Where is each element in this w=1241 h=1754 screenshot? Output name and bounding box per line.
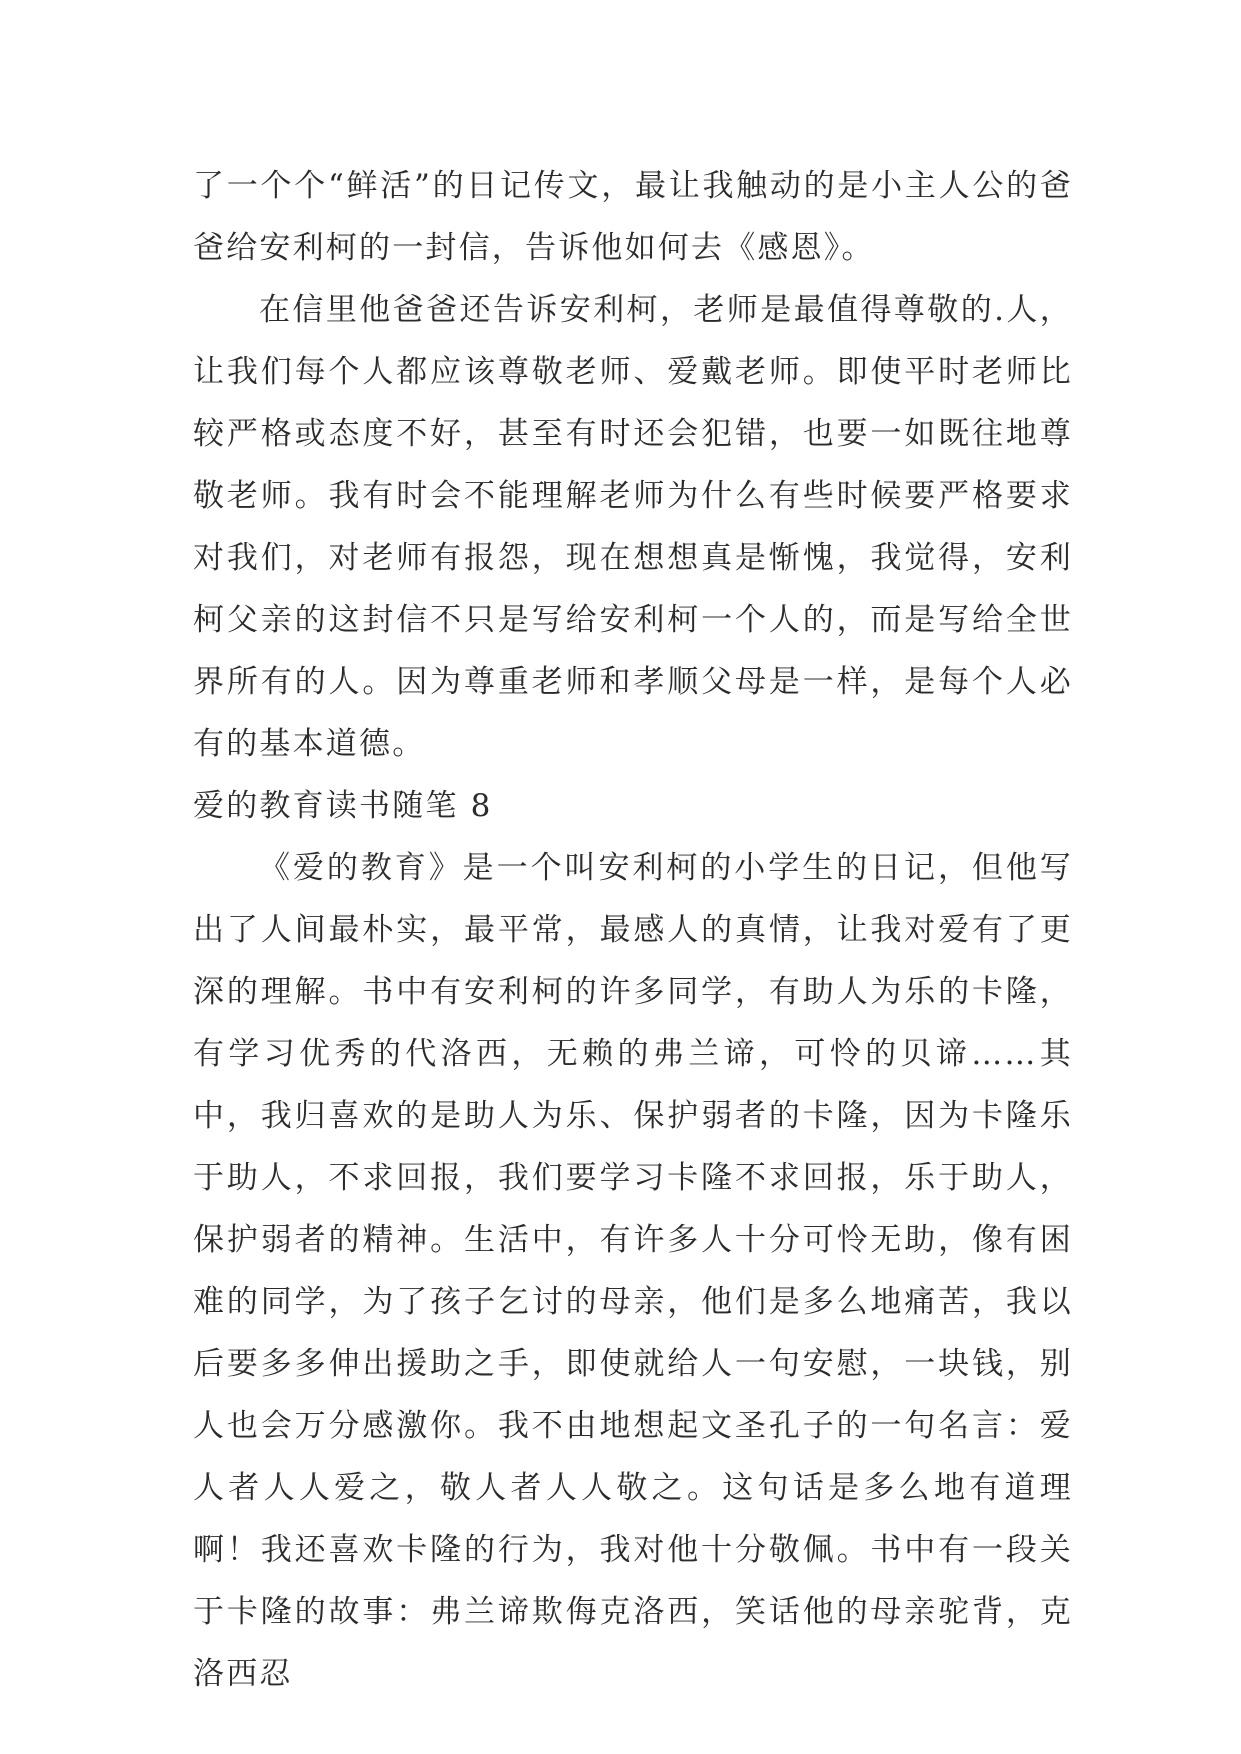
document-body [193,155,1073,1705]
section-heading: 爱的教育读书随笔 8 [193,788,493,824]
paragraph-book-reflection: 《爱的教育》是一个叫安利柯的小学生的日记，但他写出了人间最朴实，最平常，最感人的真情，让我对爱有了更深的理解。书中有安利柯的许多同学，有助人为乐的卡隆，有学习优秀的代洛西，无赖的弗兰谛，可怜的贝谛……其中，我归喜欢的是助人为乐、保护弱者的卡隆，因为卡隆乐于助人，不求回报，我们要学习卡隆不求回报，乐于助人，保护弱者的精神。生活中，有许多人十分可怜无助，像有困难的同学，为了孩子乞讨的母亲，他们是多么地痛苦，我以后要多多伸出援助之手，即使就给人一句安慰，一块钱，别人也会万分感激你。我不由地想起文圣孔子的一句名言：爱人者人人爱之，敬人者人人敬之。这句话是多么地有道理啊！我还喜欢卡隆的行为，我对他十分敬佩。书中有一段关于卡隆的故事：弗兰谛欺侮克洛西，笑话他的母亲驼背，克洛西忍 [193,850,1073,1692]
paragraph-teacher-respect: 在信里他爸爸还告诉安利柯，老师是最值得尊敬的.人，让我们每个人都应该尊敬老师、爱戴老师。即使平时老师比较严格或态度不好，甚至有时还会犯错，也要一如既往地尊敬老师。我有时会不能理解老师为什么有些时候要严格要求对我们，对老师有报怨，现在想想真是惭愧，我觉得，安利柯父亲的这封信不只是写给安利柯一个人的，而是写给全世界所有的人。因为尊重老师和孝顺父母是一样，是每个人必有的基本道德。 [193,292,1073,762]
paragraph-continued: 了一个个“鲜活”的日记传文，最让我触动的是小主人公的爸爸给安利柯的一封信，告诉他如何去《感恩》。 [193,168,1073,266]
